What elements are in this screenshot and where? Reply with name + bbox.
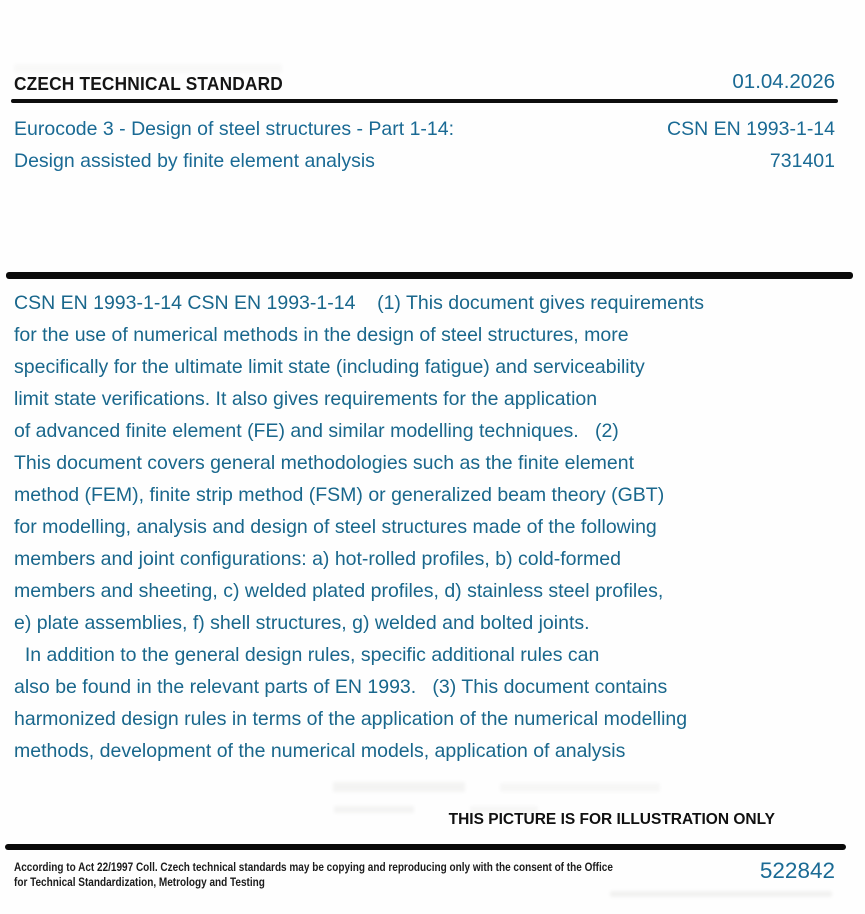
ghost-text-smudge: [334, 806, 414, 813]
body-text-line: for modelling, analysis and design of steel structures made of the following: [14, 516, 657, 538]
footer-divider: [5, 844, 846, 850]
body-text-line: specifically for the ultimate limit state (including fatigue) and serviceability: [14, 356, 645, 378]
ghost-text-smudge: [500, 783, 660, 792]
body-text-line: harmonized design rules in terms of the application of the numerical modelling: [14, 708, 688, 730]
body-text-line: This document covers general methodologies such as the finite element: [14, 452, 635, 474]
document-title-line-2: Design assisted by finite element analysis: [14, 150, 375, 172]
ghost-text-smudge: [333, 782, 465, 792]
body-text-line: also be found in the relevant parts of EN 1993. (3) This document contains: [14, 676, 668, 698]
body-text-line: method (FEM), finite strip method (FSM) or generalized beam theory (GBT): [14, 484, 665, 506]
body-text-line: members and joint configurations: a) hot-rolled profiles, b) cold-formed: [14, 548, 621, 570]
body-text-line: for the use of numerical methods in the design of steel structures, more: [14, 324, 629, 346]
standard-type-label: CZECH TECHNICAL STANDARD: [14, 74, 283, 94]
body-text-line: CSN EN 1993-1-14 CSN EN 1993-1-14 (1) This document gives requirements: [14, 292, 705, 314]
body-text-line: members and sheeting, c) welded plated profiles, d) stainless steel profiles,: [14, 580, 664, 602]
body-text-line: of advanced finite element (FE) and similar modelling techniques. (2): [14, 420, 619, 442]
standard-code: CSN EN 1993-1-14: [667, 118, 835, 140]
body-text-line: In addition to the general design rules, specific additional rules can: [14, 644, 600, 666]
ghost-text-smudge: [610, 891, 832, 897]
copyright-line-2: for Technical Standardization, Metrology and Testing: [14, 877, 265, 889]
header-divider: [11, 99, 838, 103]
body-text-line: limit state verifications. It also gives requirements for the application: [14, 388, 598, 410]
order-number: 522842: [759, 858, 835, 883]
copyright-notice: [14, 861, 613, 891]
body-text-line: e) plate assemblies, f) shell structures, g) welded and bolted joints.: [14, 612, 590, 634]
effective-date: 01.04.2026: [732, 70, 835, 93]
ghost-text-smudge: [14, 64, 282, 73]
document-title-line-1: Eurocode 3 - Design of steel structures - Part 1-14:: [14, 118, 455, 140]
body-text-line: methods, development of the numerical models, application of analysis: [14, 740, 626, 762]
section-divider: [6, 272, 853, 279]
class-number: 731401: [769, 150, 835, 172]
copyright-line-1: According to Act 22/1997 Coll. Czech technical standards may be copying and reproducing only with the consent of the Office: [14, 862, 613, 874]
abstract-text: [14, 287, 854, 767]
illustration-only-notice: THIS PICTURE IS FOR ILLUSTRATION ONLY: [448, 811, 775, 828]
